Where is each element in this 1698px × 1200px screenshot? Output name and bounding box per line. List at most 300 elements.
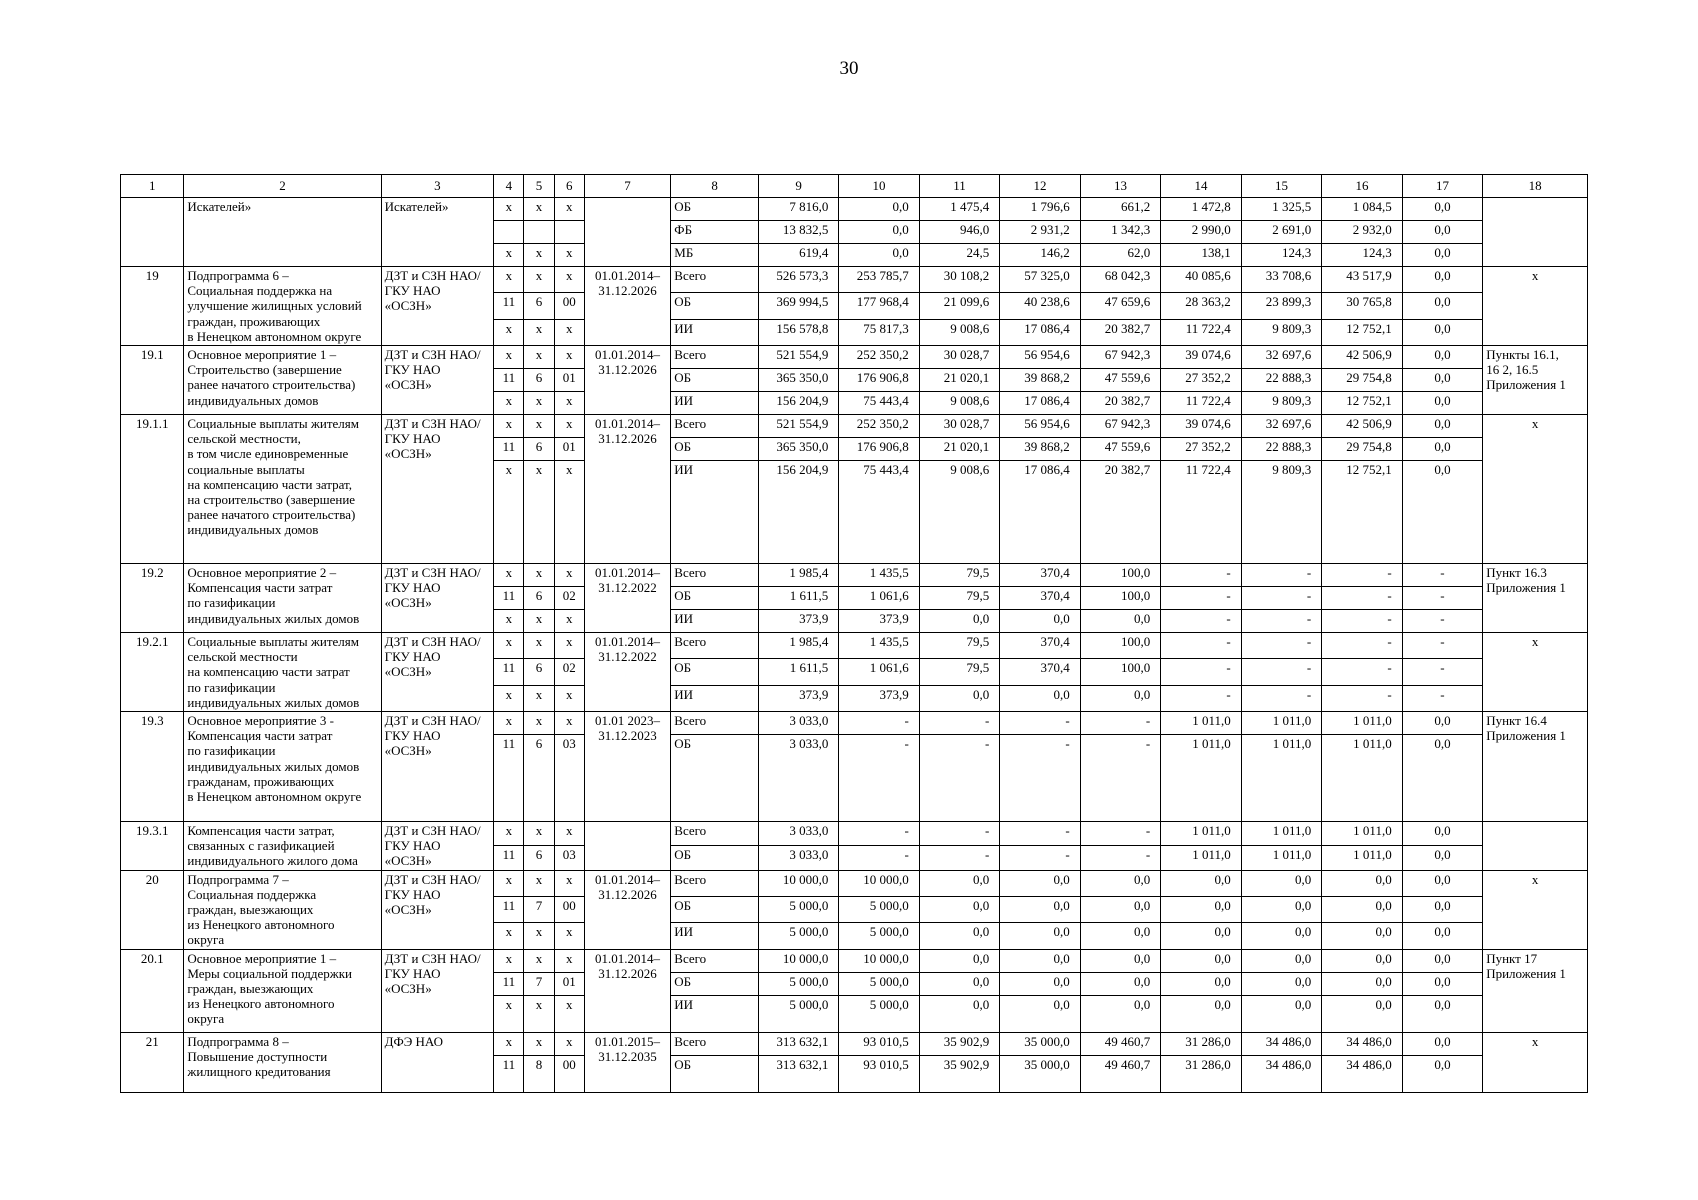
amount-cell: 373,9 bbox=[839, 685, 919, 711]
funding-source-cell: ОБ bbox=[671, 198, 759, 221]
amount-cell: 27 352,2 bbox=[1161, 438, 1241, 461]
budget-code-cell: x bbox=[554, 685, 584, 711]
amount-cell: 67 942,3 bbox=[1080, 415, 1160, 438]
budget-code-cell: x bbox=[494, 610, 524, 633]
amount-cell: 0,0 bbox=[1402, 293, 1482, 319]
budget-code-cell: x bbox=[524, 415, 554, 438]
amount-cell: 0,0 bbox=[839, 198, 919, 221]
amount-cell: - bbox=[1161, 685, 1241, 711]
amount-cell: 79,5 bbox=[919, 587, 999, 610]
amount-cell: - bbox=[839, 846, 919, 870]
amount-cell: 1 011,0 bbox=[1161, 846, 1241, 870]
amount-cell: 29 754,8 bbox=[1322, 369, 1402, 392]
budget-code-cell: 11 bbox=[494, 369, 524, 392]
amount-cell: 0,0 bbox=[1241, 923, 1321, 949]
row-number-cell: 19.2.1 bbox=[121, 633, 184, 712]
amount-cell: 1 985,4 bbox=[758, 633, 838, 659]
executor-cell: ДЗТ и СЗН НАО/ ГКУ НАО «ОСЗН» bbox=[381, 346, 494, 415]
amount-cell: 176 906,8 bbox=[839, 369, 919, 392]
amount-cell: 0,0 bbox=[1161, 995, 1241, 1032]
amount-cell: - bbox=[1402, 610, 1482, 633]
amount-cell: 0,0 bbox=[1080, 685, 1160, 711]
amount-cell: 30 028,7 bbox=[919, 346, 999, 369]
amount-cell: - bbox=[1241, 685, 1321, 711]
amount-cell: - bbox=[1080, 846, 1160, 870]
note-cell: x bbox=[1483, 633, 1588, 712]
budget-code-cell: x bbox=[494, 392, 524, 415]
amount-cell: - bbox=[1000, 846, 1080, 870]
amount-cell: 21 020,1 bbox=[919, 369, 999, 392]
budget-code-cell: x bbox=[554, 822, 584, 846]
amount-cell: 0,0 bbox=[1241, 995, 1321, 1032]
budget-code-cell bbox=[524, 221, 554, 244]
amount-cell: - bbox=[839, 735, 919, 822]
amount-cell: - bbox=[919, 712, 999, 735]
amount-cell: 3 033,0 bbox=[758, 846, 838, 870]
row-number-cell: 19.3 bbox=[121, 712, 184, 822]
amount-cell: 0,0 bbox=[1241, 870, 1321, 896]
amount-cell: 0,0 bbox=[1402, 712, 1482, 735]
row-number-cell: 20 bbox=[121, 870, 184, 949]
budget-code-cell bbox=[554, 221, 584, 244]
amount-cell: 11 722,4 bbox=[1161, 461, 1241, 564]
amount-cell: 79,5 bbox=[919, 633, 999, 659]
budget-code-cell: 7 bbox=[524, 972, 554, 995]
budget-code-cell: x bbox=[524, 995, 554, 1032]
amount-cell: 5 000,0 bbox=[839, 896, 919, 922]
amount-cell: 0,0 bbox=[839, 221, 919, 244]
amount-cell: 0,0 bbox=[1402, 438, 1482, 461]
amount-cell: 0,0 bbox=[1402, 735, 1482, 822]
amount-cell: 30 765,8 bbox=[1322, 293, 1402, 319]
amount-cell: 0,0 bbox=[1402, 415, 1482, 438]
amount-cell: 0,0 bbox=[1322, 995, 1402, 1032]
amount-cell: - bbox=[1080, 735, 1160, 822]
amount-cell: 1 011,0 bbox=[1161, 712, 1241, 735]
amount-cell: 47 559,6 bbox=[1080, 438, 1160, 461]
amount-cell: 0,0 bbox=[1402, 319, 1482, 345]
amount-cell: 661,2 bbox=[1080, 198, 1160, 221]
amount-cell: 521 554,9 bbox=[758, 415, 838, 438]
amount-cell: - bbox=[1322, 610, 1402, 633]
funding-source-cell: ОБ bbox=[671, 659, 759, 685]
budget-code-cell: x bbox=[494, 712, 524, 735]
amount-cell: 1 061,6 bbox=[839, 587, 919, 610]
amount-cell: 0,0 bbox=[1402, 972, 1482, 995]
row-number-cell: 20.1 bbox=[121, 949, 184, 1032]
budget-code-cell: 01 bbox=[554, 972, 584, 995]
amount-cell: 0,0 bbox=[1402, 896, 1482, 922]
funding-source-cell: Всего bbox=[671, 1032, 759, 1055]
amount-cell: 23 899,3 bbox=[1241, 293, 1321, 319]
note-cell: Пункт 16.3 Приложения 1 bbox=[1483, 564, 1588, 633]
amount-cell: 1 011,0 bbox=[1322, 735, 1402, 822]
amount-cell: 0,0 bbox=[1402, 1055, 1482, 1092]
amount-cell: 0,0 bbox=[919, 870, 999, 896]
amount-cell: 252 350,2 bbox=[839, 346, 919, 369]
amount-cell: 1 611,5 bbox=[758, 587, 838, 610]
amount-cell: 100,0 bbox=[1080, 659, 1160, 685]
executor-cell: ДЗТ и СЗН НАО/ ГКУ НАО «ОСЗН» bbox=[381, 822, 494, 871]
amount-cell: 12 752,1 bbox=[1322, 392, 1402, 415]
budget-code-cell: 8 bbox=[524, 1055, 554, 1092]
amount-cell: 35 000,0 bbox=[1000, 1032, 1080, 1055]
note-cell: x bbox=[1483, 870, 1588, 949]
amount-cell: - bbox=[919, 846, 999, 870]
amount-cell: 31 286,0 bbox=[1161, 1055, 1241, 1092]
column-header: 8 bbox=[671, 175, 759, 198]
budget-code-cell: x bbox=[554, 198, 584, 221]
amount-cell: 176 906,8 bbox=[839, 438, 919, 461]
table-row bbox=[121, 415, 1588, 438]
column-header: 3 bbox=[381, 175, 494, 198]
amount-cell: 12 752,1 bbox=[1322, 319, 1402, 345]
funding-source-cell: Всего bbox=[671, 949, 759, 972]
amount-cell: 56 954,6 bbox=[1000, 346, 1080, 369]
amount-cell: 370,4 bbox=[1000, 633, 1080, 659]
amount-cell: 0,0 bbox=[1080, 949, 1160, 972]
row-number-cell: 19.2 bbox=[121, 564, 184, 633]
row-number-cell: 21 bbox=[121, 1032, 184, 1092]
activity-name-cell: Подпрограмма 6 – Социальная поддержка на улучшение жилищных условий граждан, проживающих в Ненецком автономном округе bbox=[184, 267, 381, 346]
budget-code-cell: x bbox=[554, 244, 584, 267]
funding-source-cell: Всего bbox=[671, 267, 759, 293]
amount-cell: 35 902,9 bbox=[919, 1032, 999, 1055]
column-number-row bbox=[121, 175, 1588, 198]
amount-cell: 0,0 bbox=[1080, 923, 1160, 949]
amount-cell: 0,0 bbox=[1000, 896, 1080, 922]
activity-name-cell: Социальные выплаты жителям сельской местности, в том числе единовременные социальные выплаты на компенсацию части затрат, на строительство (завершение ранее начатого строительства) индивидуальных домов bbox=[184, 415, 381, 564]
table-row bbox=[121, 267, 1588, 293]
table-body bbox=[121, 198, 1588, 1093]
amount-cell: 34 486,0 bbox=[1241, 1032, 1321, 1055]
activity-name-cell: Компенсация части затрат, связанных с газификацией индивидуального жилого дома bbox=[184, 822, 381, 871]
funding-source-cell: ИИ bbox=[671, 392, 759, 415]
amount-cell: 33 708,6 bbox=[1241, 267, 1321, 293]
amount-cell: 1 475,4 bbox=[919, 198, 999, 221]
amount-cell: 1 061,6 bbox=[839, 659, 919, 685]
amount-cell: 1 011,0 bbox=[1241, 822, 1321, 846]
amount-cell: 521 554,9 bbox=[758, 346, 838, 369]
amount-cell: - bbox=[1161, 564, 1241, 587]
budget-code-cell: 6 bbox=[524, 659, 554, 685]
row-number-cell: 19.1.1 bbox=[121, 415, 184, 564]
amount-cell: 9 809,3 bbox=[1241, 392, 1321, 415]
budget-code-cell: 11 bbox=[494, 659, 524, 685]
amount-cell: 5 000,0 bbox=[758, 923, 838, 949]
amount-cell: - bbox=[1402, 587, 1482, 610]
amount-cell: 2 691,0 bbox=[1241, 221, 1321, 244]
amount-cell: 27 352,2 bbox=[1161, 369, 1241, 392]
amount-cell: 0,0 bbox=[1161, 870, 1241, 896]
budget-code-cell: x bbox=[554, 267, 584, 293]
amount-cell: - bbox=[1000, 735, 1080, 822]
executor-cell: ДЗТ и СЗН НАО/ ГКУ НАО «ОСЗН» bbox=[381, 949, 494, 1032]
note-cell: x bbox=[1483, 415, 1588, 564]
amount-cell: 0,0 bbox=[1000, 610, 1080, 633]
budget-code-cell: x bbox=[494, 319, 524, 345]
budget-code-cell: x bbox=[494, 923, 524, 949]
amount-cell: 0,0 bbox=[1000, 995, 1080, 1032]
activity-name-cell: Основное мероприятие 2 – Компенсация части затрат по газификации индивидуальных жилых домов bbox=[184, 564, 381, 633]
table-row bbox=[121, 198, 1588, 221]
budget-code-cell: x bbox=[524, 198, 554, 221]
row-number-cell: 19.3.1 bbox=[121, 822, 184, 871]
funding-source-cell: ОБ bbox=[671, 587, 759, 610]
amount-cell: 32 697,6 bbox=[1241, 346, 1321, 369]
amount-cell: 370,4 bbox=[1000, 659, 1080, 685]
amount-cell: 0,0 bbox=[1402, 244, 1482, 267]
amount-cell: 0,0 bbox=[1080, 972, 1160, 995]
amount-cell: 39 074,6 bbox=[1161, 346, 1241, 369]
budget-code-cell: x bbox=[494, 633, 524, 659]
period-cell: 01.01.2014– 31.12.2026 bbox=[584, 870, 671, 949]
budget-code-cell: 11 bbox=[494, 1055, 524, 1092]
amount-cell: 0,0 bbox=[1402, 346, 1482, 369]
amount-cell: 39 074,6 bbox=[1161, 415, 1241, 438]
budget-code-cell: x bbox=[524, 392, 554, 415]
budget-code-cell: x bbox=[524, 267, 554, 293]
amount-cell: 526 573,3 bbox=[758, 267, 838, 293]
executor-cell: ДЗТ и СЗН НАО/ ГКУ НАО «ОСЗН» bbox=[381, 267, 494, 346]
budget-code-cell: x bbox=[494, 564, 524, 587]
budget-code-cell: x bbox=[494, 870, 524, 896]
funding-source-cell: МБ bbox=[671, 244, 759, 267]
amount-cell: 0,0 bbox=[1000, 949, 1080, 972]
amount-cell: 0,0 bbox=[1000, 685, 1080, 711]
amount-cell: 47 659,6 bbox=[1080, 293, 1160, 319]
program-funding-table bbox=[120, 174, 1588, 1093]
amount-cell: 11 722,4 bbox=[1161, 392, 1241, 415]
budget-code-cell: x bbox=[524, 870, 554, 896]
amount-cell: - bbox=[1161, 633, 1241, 659]
amount-cell: - bbox=[1080, 822, 1160, 846]
amount-cell: 22 888,3 bbox=[1241, 369, 1321, 392]
budget-code-cell: 11 bbox=[494, 293, 524, 319]
amount-cell: 365 350,0 bbox=[758, 369, 838, 392]
amount-cell: 100,0 bbox=[1080, 633, 1160, 659]
budget-code-cell: 6 bbox=[524, 369, 554, 392]
budget-code-cell: x bbox=[554, 995, 584, 1032]
column-header: 10 bbox=[839, 175, 919, 198]
budget-code-cell: x bbox=[524, 1032, 554, 1055]
amount-cell: 0,0 bbox=[1161, 972, 1241, 995]
budget-code-cell: x bbox=[494, 346, 524, 369]
amount-cell: - bbox=[1322, 659, 1402, 685]
amount-cell: 138,1 bbox=[1161, 244, 1241, 267]
budget-code-cell: x bbox=[554, 564, 584, 587]
amount-cell: 1 611,5 bbox=[758, 659, 838, 685]
amount-cell: 75 443,4 bbox=[839, 461, 919, 564]
activity-name-cell: Подпрограмма 8 – Повышение доступности жилищного кредитования bbox=[184, 1032, 381, 1092]
table-row bbox=[121, 712, 1588, 735]
budget-code-cell: x bbox=[524, 610, 554, 633]
amount-cell: 156 204,9 bbox=[758, 461, 838, 564]
column-header: 9 bbox=[758, 175, 838, 198]
budget-code-cell: 11 bbox=[494, 735, 524, 822]
amount-cell: 0,0 bbox=[1161, 923, 1241, 949]
amount-cell: 1 325,5 bbox=[1241, 198, 1321, 221]
budget-code-cell: x bbox=[524, 244, 554, 267]
funding-source-cell: Всего bbox=[671, 346, 759, 369]
amount-cell: 0,0 bbox=[919, 995, 999, 1032]
amount-cell: 0,0 bbox=[919, 972, 999, 995]
budget-code-cell: x bbox=[524, 633, 554, 659]
budget-code-cell: x bbox=[524, 949, 554, 972]
column-header: 13 bbox=[1080, 175, 1160, 198]
amount-cell: 0,0 bbox=[1402, 369, 1482, 392]
column-header: 16 bbox=[1322, 175, 1402, 198]
amount-cell: 9 008,6 bbox=[919, 461, 999, 564]
period-cell: 01.01.2014– 31.12.2026 bbox=[584, 949, 671, 1032]
table-row bbox=[121, 346, 1588, 369]
amount-cell: 1 435,5 bbox=[839, 564, 919, 587]
funding-source-cell: ОБ bbox=[671, 293, 759, 319]
amount-cell: 0,0 bbox=[919, 923, 999, 949]
amount-cell: 3 033,0 bbox=[758, 712, 838, 735]
funding-source-cell: Всего bbox=[671, 822, 759, 846]
column-header: 2 bbox=[184, 175, 381, 198]
budget-code-cell: x bbox=[554, 319, 584, 345]
amount-cell: 5 000,0 bbox=[758, 972, 838, 995]
amount-cell: 5 000,0 bbox=[839, 972, 919, 995]
budget-code-cell: x bbox=[524, 319, 554, 345]
budget-code-cell: 6 bbox=[524, 846, 554, 870]
amount-cell: 369 994,5 bbox=[758, 293, 838, 319]
amount-cell: 100,0 bbox=[1080, 564, 1160, 587]
budget-code-cell: 03 bbox=[554, 846, 584, 870]
budget-code-cell: x bbox=[554, 392, 584, 415]
column-header: 7 bbox=[584, 175, 671, 198]
funding-source-cell: ИИ bbox=[671, 685, 759, 711]
amount-cell: 2 932,0 bbox=[1322, 221, 1402, 244]
executor-cell: ДЗТ и СЗН НАО/ ГКУ НАО «ОСЗН» bbox=[381, 712, 494, 822]
activity-name-cell: Основное мероприятие 3 - Компенсация части затрат по газификации индивидуальных жилых домов гражданам, проживающих в Ненецком автономном округе bbox=[184, 712, 381, 822]
column-header: 17 bbox=[1402, 175, 1482, 198]
amount-cell: 13 832,5 bbox=[758, 221, 838, 244]
amount-cell: 252 350,2 bbox=[839, 415, 919, 438]
amount-cell: 0,0 bbox=[1080, 870, 1160, 896]
budget-code-cell: x bbox=[494, 267, 524, 293]
funding-source-cell: Всего bbox=[671, 415, 759, 438]
amount-cell: 1 084,5 bbox=[1322, 198, 1402, 221]
funding-source-cell: ОБ bbox=[671, 438, 759, 461]
amount-cell: 9 008,6 bbox=[919, 392, 999, 415]
amount-cell: 313 632,1 bbox=[758, 1032, 838, 1055]
budget-code-cell: 11 bbox=[494, 587, 524, 610]
amount-cell: 1 011,0 bbox=[1241, 712, 1321, 735]
budget-code-cell: x bbox=[554, 346, 584, 369]
budget-code-cell: x bbox=[554, 461, 584, 564]
period-cell bbox=[584, 198, 671, 267]
amount-cell: 1 011,0 bbox=[1241, 735, 1321, 822]
amount-cell: 17 086,4 bbox=[1000, 392, 1080, 415]
amount-cell: 619,4 bbox=[758, 244, 838, 267]
amount-cell: 156 204,9 bbox=[758, 392, 838, 415]
amount-cell: 31 286,0 bbox=[1161, 1032, 1241, 1055]
amount-cell: 32 697,6 bbox=[1241, 415, 1321, 438]
column-header: 1 bbox=[121, 175, 184, 198]
amount-cell: 28 363,2 bbox=[1161, 293, 1241, 319]
note-cell: x bbox=[1483, 267, 1588, 346]
funding-source-cell: ИИ bbox=[671, 319, 759, 345]
amount-cell: - bbox=[1241, 564, 1321, 587]
amount-cell: 0,0 bbox=[1161, 896, 1241, 922]
amount-cell: 40 085,6 bbox=[1161, 267, 1241, 293]
amount-cell: 9 809,3 bbox=[1241, 319, 1321, 345]
amount-cell: 313 632,1 bbox=[758, 1055, 838, 1092]
budget-code-cell: x bbox=[524, 564, 554, 587]
budget-code-cell: 6 bbox=[524, 735, 554, 822]
executor-cell: ДЗТ и СЗН НАО/ ГКУ НАО «ОСЗН» bbox=[381, 415, 494, 564]
amount-cell: 10 000,0 bbox=[758, 949, 838, 972]
table-row bbox=[121, 822, 1588, 846]
amount-cell: 11 722,4 bbox=[1161, 319, 1241, 345]
amount-cell: 49 460,7 bbox=[1080, 1032, 1160, 1055]
budget-code-cell: x bbox=[494, 685, 524, 711]
budget-code-cell: x bbox=[554, 633, 584, 659]
amount-cell: 2 990,0 bbox=[1161, 221, 1241, 244]
amount-cell: - bbox=[839, 822, 919, 846]
amount-cell: 0,0 bbox=[1322, 896, 1402, 922]
period-cell: 01.01.2014– 31.12.2026 bbox=[584, 415, 671, 564]
period-cell: 01.01.2014– 31.12.2022 bbox=[584, 633, 671, 712]
amount-cell: - bbox=[1402, 564, 1482, 587]
amount-cell: - bbox=[1402, 659, 1482, 685]
table-row bbox=[121, 949, 1588, 972]
budget-code-cell: 11 bbox=[494, 896, 524, 922]
row-number-cell: 19.1 bbox=[121, 346, 184, 415]
amount-cell: 0,0 bbox=[1402, 1032, 1482, 1055]
amount-cell: 0,0 bbox=[1402, 461, 1482, 564]
budget-code-cell: 11 bbox=[494, 972, 524, 995]
budget-code-cell: x bbox=[524, 346, 554, 369]
amount-cell: 370,4 bbox=[1000, 587, 1080, 610]
amount-cell: 1 342,3 bbox=[1080, 221, 1160, 244]
budget-code-cell: x bbox=[494, 822, 524, 846]
amount-cell: 22 888,3 bbox=[1241, 438, 1321, 461]
amount-cell: - bbox=[1161, 610, 1241, 633]
budget-code-cell: x bbox=[524, 461, 554, 564]
budget-code-cell: 6 bbox=[524, 438, 554, 461]
amount-cell: 3 033,0 bbox=[758, 735, 838, 822]
activity-name-cell: Социальные выплаты жителям сельской местности на компенсацию части затрат по газификации индивидуальных жилых домов bbox=[184, 633, 381, 712]
amount-cell: 34 486,0 bbox=[1322, 1032, 1402, 1055]
amount-cell: 1 011,0 bbox=[1241, 846, 1321, 870]
activity-name-cell: Искателей» bbox=[184, 198, 381, 267]
note-cell bbox=[1483, 198, 1588, 267]
amount-cell: 0,0 bbox=[1402, 846, 1482, 870]
amount-cell: - bbox=[919, 822, 999, 846]
budget-code-cell: 02 bbox=[554, 587, 584, 610]
amount-cell: - bbox=[1241, 610, 1321, 633]
funding-source-cell: ФБ bbox=[671, 221, 759, 244]
table-row bbox=[121, 870, 1588, 896]
amount-cell: 0,0 bbox=[919, 685, 999, 711]
column-header: 4 bbox=[494, 175, 524, 198]
amount-cell: 79,5 bbox=[919, 564, 999, 587]
amount-cell: 93 010,5 bbox=[839, 1055, 919, 1092]
amount-cell: 39 868,2 bbox=[1000, 369, 1080, 392]
amount-cell: 0,0 bbox=[1402, 198, 1482, 221]
amount-cell: 2 931,2 bbox=[1000, 221, 1080, 244]
amount-cell: - bbox=[1322, 564, 1402, 587]
column-header: 5 bbox=[524, 175, 554, 198]
amount-cell: 0,0 bbox=[1000, 923, 1080, 949]
amount-cell: 75 817,3 bbox=[839, 319, 919, 345]
amount-cell: 93 010,5 bbox=[839, 1032, 919, 1055]
page-number: 30 bbox=[839, 58, 859, 79]
